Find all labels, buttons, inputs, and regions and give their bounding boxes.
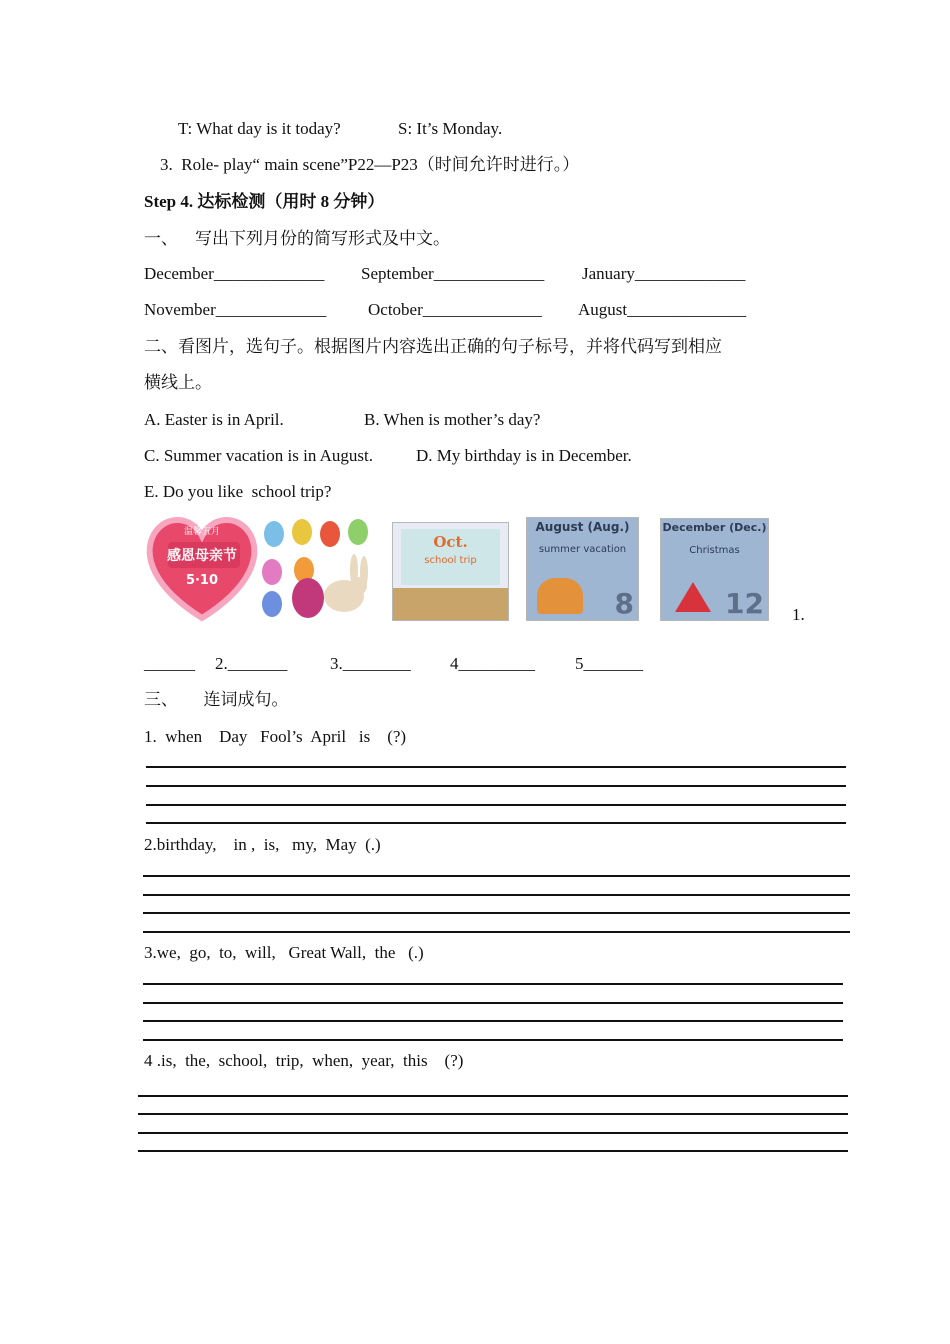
dec-number: 12 bbox=[725, 587, 764, 620]
step4-title: Step 4. 达标检测（用时 8 分钟） bbox=[144, 192, 385, 211]
answer-line bbox=[138, 1150, 848, 1152]
dec-subtitle: Christmas bbox=[689, 545, 740, 556]
august-picture bbox=[526, 517, 639, 621]
answer-line bbox=[138, 1095, 848, 1097]
answer-line bbox=[143, 1002, 843, 1004]
answer-line bbox=[146, 785, 846, 787]
blank3: 3.________ bbox=[330, 654, 411, 673]
month-blank-october: October______________ bbox=[368, 300, 542, 319]
heart-and-eggs-illustration bbox=[144, 512, 376, 622]
heart-main-text: 感恩母亲节 bbox=[167, 548, 237, 564]
answer-line bbox=[146, 766, 846, 768]
blank5: 5_______ bbox=[575, 654, 643, 673]
answer-line bbox=[143, 931, 850, 933]
answer-line bbox=[146, 822, 846, 824]
option-c: C. Summer vacation is in August. bbox=[144, 446, 374, 465]
option-e: E. Do you like school trip? bbox=[144, 482, 332, 501]
option-b: B. When is mother’s day? bbox=[364, 410, 541, 429]
month-blank-november: November_____________ bbox=[144, 300, 327, 319]
answer-line bbox=[143, 912, 850, 914]
blank1-line: ______ bbox=[144, 654, 195, 673]
answer-line bbox=[143, 1039, 843, 1041]
answer-line bbox=[143, 894, 850, 896]
santa-hat-icon bbox=[675, 582, 711, 612]
great-wall-shape bbox=[393, 588, 508, 620]
option-a: A. Easter is in April. bbox=[144, 410, 284, 429]
december-picture bbox=[660, 518, 769, 621]
hat-bag-icon bbox=[537, 578, 583, 614]
month-blank-december: December_____________ bbox=[144, 264, 325, 283]
dec-title: December (Dec.) bbox=[662, 521, 767, 534]
heart-date-text: 5·10 bbox=[185, 573, 219, 588]
dialog-teacher-line: T: What day is it today? bbox=[178, 119, 341, 138]
answer-line bbox=[143, 1020, 843, 1022]
aug-subtitle: summer vacation bbox=[538, 544, 627, 555]
question-1: 1. when Day Fool’s April is (?) bbox=[144, 727, 407, 746]
oct-title: Oct. bbox=[433, 533, 468, 551]
part2-title-line2: 横线上。 bbox=[144, 373, 212, 392]
part3-title: 三、 连词成句。 bbox=[144, 690, 289, 709]
answer-line bbox=[138, 1113, 848, 1115]
oct-subtitle: school trip bbox=[424, 555, 477, 566]
october-picture bbox=[392, 522, 509, 621]
answer-line bbox=[146, 804, 846, 806]
question-3: 3.we, go, to, will, Great Wall, the (.) bbox=[144, 943, 424, 962]
month-blank-august: August______________ bbox=[578, 300, 747, 319]
answer-line bbox=[143, 983, 843, 985]
month-blank-january: January_____________ bbox=[582, 264, 746, 283]
answer-line bbox=[143, 875, 850, 877]
roleplay-line: 3. Role- play“ main scene”P22—P23（时间允许时进行。） bbox=[160, 155, 580, 174]
answer-line bbox=[138, 1132, 848, 1134]
blank2: 2._______ bbox=[215, 654, 288, 673]
blank4: 4_________ bbox=[450, 654, 535, 673]
mothers-day-easter-picture bbox=[144, 512, 376, 622]
aug-number: 8 bbox=[614, 587, 634, 620]
month-blank-september: September_____________ bbox=[361, 264, 545, 283]
dialog-student-line: S: It’s Monday. bbox=[398, 119, 503, 138]
heart-top-text: 温馨五月 bbox=[183, 527, 221, 537]
question-2: 2.birthday, in , is, my, May (.) bbox=[144, 835, 381, 854]
blank1-label: 1. bbox=[792, 605, 805, 624]
question-4: 4 .is, the, school, trip, when, year, this (?) bbox=[144, 1051, 464, 1070]
aug-title: August (Aug.) bbox=[535, 520, 630, 534]
part1-title: 一、 写出下列月份的简写形式及中文。 bbox=[144, 229, 450, 248]
option-d: D. My birthday is in December. bbox=[416, 446, 632, 465]
part2-title-line1: 二、看图片，选句子。根据图片内容选出正确的句子标号，并将代码写到相应 bbox=[144, 337, 722, 356]
